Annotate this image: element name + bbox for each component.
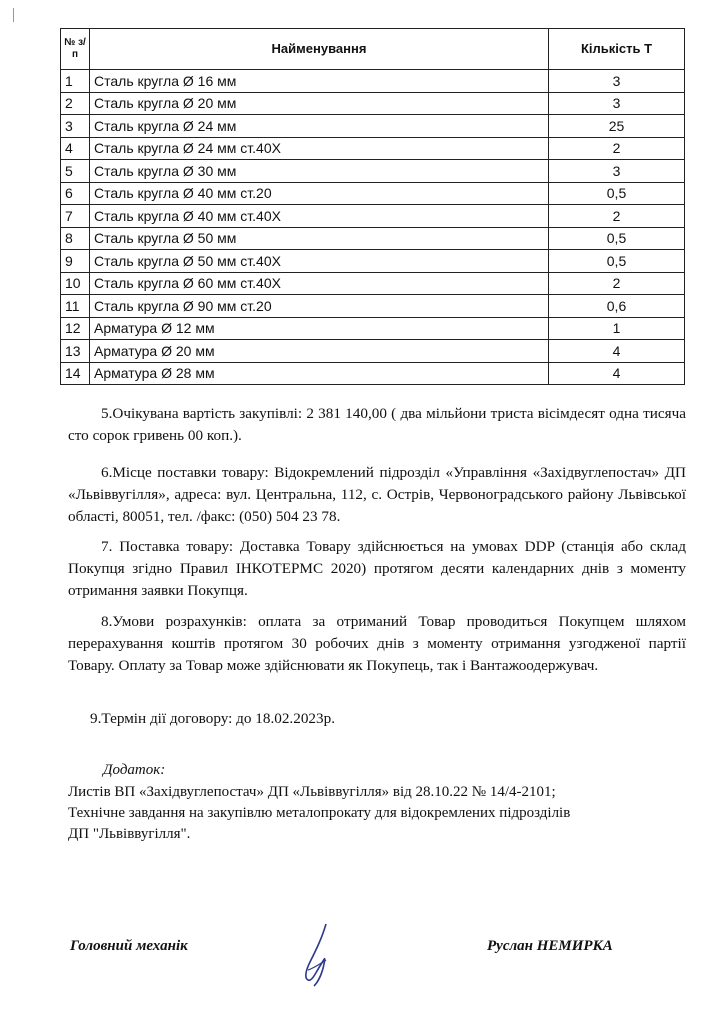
row-item-name: Сталь кругла Ø 24 мм	[90, 115, 549, 138]
handwritten-signature	[296, 920, 346, 990]
table-row	[61, 137, 685, 160]
header-quantity: Кількість Т	[549, 29, 685, 70]
row-quantity: 2	[549, 205, 685, 228]
row-number: 6	[61, 182, 90, 205]
attachment-line: Технічне завдання на закупівлю металопрокату для відокремлених підрозділів	[68, 805, 571, 821]
header-name: Найменування	[90, 29, 549, 70]
table-row	[61, 340, 685, 363]
table-row	[61, 295, 685, 318]
row-number: 12	[61, 317, 90, 340]
row-quantity: 0,5	[549, 227, 685, 250]
table-row	[61, 115, 685, 138]
signatory-position: Головний механік	[70, 938, 188, 954]
scan-mark	[12, 8, 15, 22]
row-quantity: 3	[549, 160, 685, 183]
row-quantity: 0,6	[549, 295, 685, 318]
row-item-name: Арматура Ø 20 мм	[90, 340, 549, 363]
row-item-name: Сталь кругла Ø 50 мм ст.40Х	[90, 250, 549, 273]
row-item-name: Сталь кругла Ø 16 мм	[90, 70, 549, 93]
clause-9-contract-term: 9.Термін дії договору: до 18.02.2023р.	[90, 710, 335, 727]
table-row	[61, 182, 685, 205]
row-number: 10	[61, 272, 90, 295]
row-number: 11	[61, 295, 90, 318]
row-number: 7	[61, 205, 90, 228]
row-item-name: Сталь кругла Ø 24 мм ст.40Х	[90, 137, 549, 160]
row-item-name: Сталь кругла Ø 40 мм ст.20	[90, 182, 549, 205]
row-quantity: 1	[549, 317, 685, 340]
row-quantity: 4	[549, 362, 685, 385]
row-number: 14	[61, 362, 90, 385]
row-quantity: 0,5	[549, 250, 685, 273]
table-row	[61, 160, 685, 183]
row-number: 13	[61, 340, 90, 363]
table-row	[61, 250, 685, 273]
row-quantity: 3	[549, 70, 685, 93]
table-row	[61, 317, 685, 340]
row-quantity: 3	[549, 92, 685, 115]
row-item-name: Арматура Ø 12 мм	[90, 317, 549, 340]
row-quantity: 2	[549, 272, 685, 295]
row-item-name: Сталь кругла Ø 90 мм ст.20	[90, 295, 549, 318]
materials-table	[60, 28, 685, 385]
row-number: 2	[61, 92, 90, 115]
row-number: 3	[61, 115, 90, 138]
table-row	[61, 272, 685, 295]
table-row	[61, 227, 685, 250]
header-number: № з/п	[61, 29, 90, 70]
attachment-title: Додаток:	[103, 762, 166, 778]
signatory-name: Руслан НЕМИРКА	[487, 938, 613, 954]
table-header-row	[61, 29, 685, 70]
row-item-name: Арматура Ø 28 мм	[90, 362, 549, 385]
row-number: 9	[61, 250, 90, 273]
row-item-name: Сталь кругла Ø 60 мм ст.40Х	[90, 272, 549, 295]
row-number: 1	[61, 70, 90, 93]
row-item-name: Сталь кругла Ø 40 мм ст.40Х	[90, 205, 549, 228]
clause-8-payment-terms: 8.Умови розрахунків: оплата за отриманий Товар проводиться Покупцем шляхом перерахування коштів протягом 30 робочих днів з моменту отримання узгодженої партії Товару. Оплату за Товар може здійснювати як Покупець, так і Вантажоодержувач.	[68, 613, 686, 674]
clause-6-delivery-place: 6.Місце поставки товару: Відокремлений підрозділ «Управління «Західвуглепостач» ДП «Львіввугілля», адреса: вул. Центральна, 112, с. Острів, Червоноградського району Львівської області, 80051, тел. /факс: (050) 504 23 78.	[68, 464, 686, 525]
row-quantity: 4	[549, 340, 685, 363]
row-number: 5	[61, 160, 90, 183]
row-quantity: 25	[549, 115, 685, 138]
row-quantity: 2	[549, 137, 685, 160]
row-quantity: 0,5	[549, 182, 685, 205]
table-row	[61, 362, 685, 385]
row-item-name: Сталь кругла Ø 50 мм	[90, 227, 549, 250]
table-row	[61, 70, 685, 93]
attachment-line: ДП "Львіввугілля".	[68, 826, 191, 842]
table-body	[61, 70, 685, 385]
row-item-name: Сталь кругла Ø 30 мм	[90, 160, 549, 183]
row-number: 8	[61, 227, 90, 250]
row-number: 4	[61, 137, 90, 160]
row-item-name: Сталь кругла Ø 20 мм	[90, 92, 549, 115]
attachment-line: Листів ВП «Західвуглепостач» ДП «Львіввугілля» від 28.10.22 № 14/4-2101;	[68, 784, 556, 800]
clause-5-cost: 5.Очікувана вартість закупівлі: 2 381 140,00 ( два мільйони триста вісімдесят одна тисяча сто сорок гривень 00 коп.).	[68, 405, 686, 444]
table-row	[61, 205, 685, 228]
clause-7-delivery-terms: 7. Поставка товару: Доставка Товару здійснюється на умовах DDP (станція або склад Покупця згідно Правил ІНКОТЕРМС 2020) протягом десяти календарних днів з моменту отримання заявки Покупця.	[68, 538, 686, 599]
table-row	[61, 92, 685, 115]
